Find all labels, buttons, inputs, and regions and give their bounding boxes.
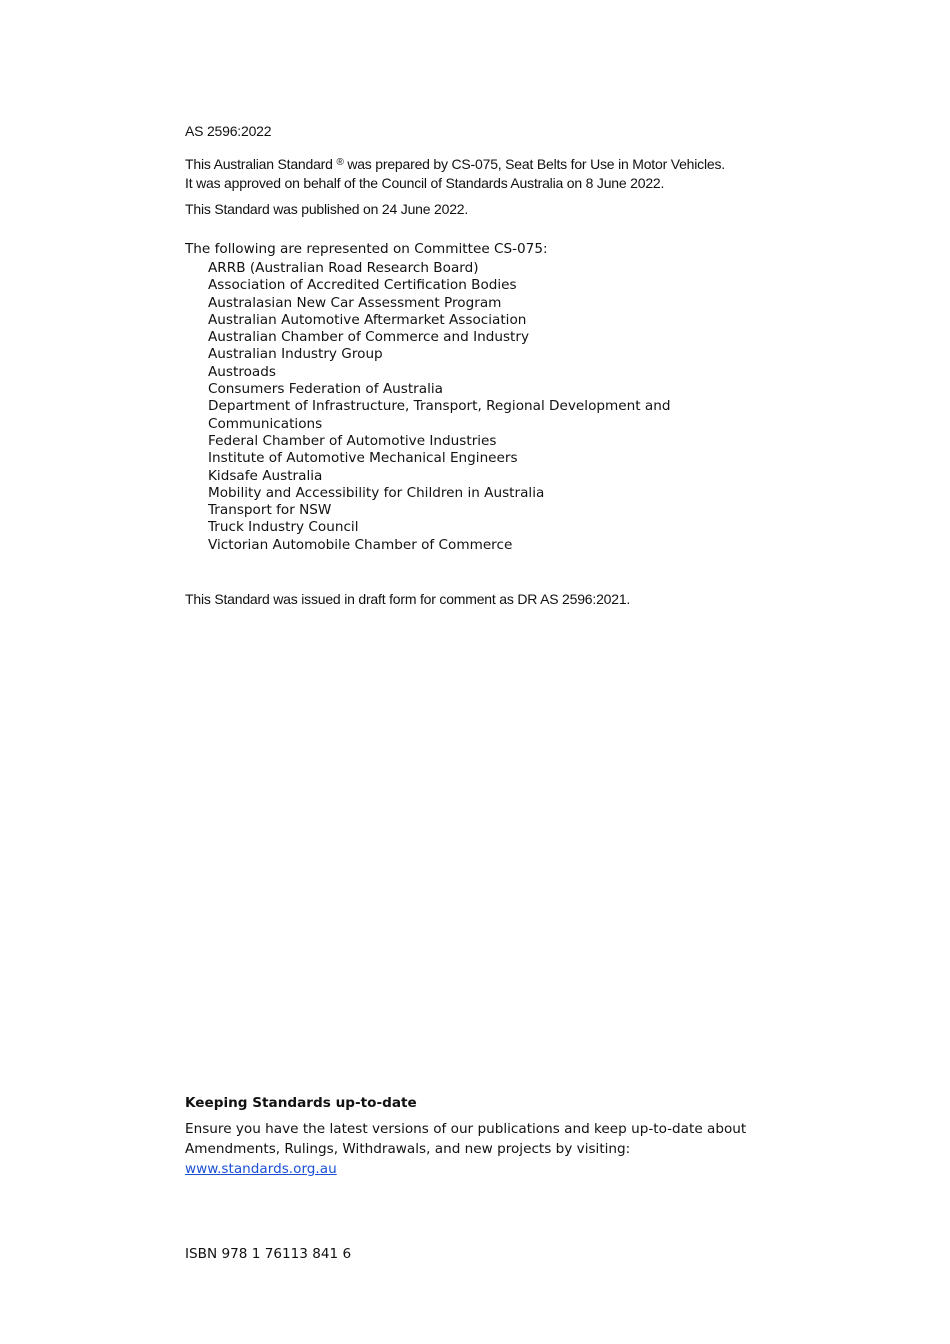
committee-member: Department of Infrastructure, Transport, Regional Development and — [208, 398, 671, 415]
committee-member: Austroads — [208, 363, 276, 380]
keeping-standards-heading: Keeping Standards up-to-date — [185, 1095, 417, 1111]
committee-member: Australasian New Car Assessment Program — [208, 294, 502, 311]
prepared-by-part2: was prepared by CS-075, Seat Belts for Use in Motor Vehicles. — [347, 156, 725, 172]
committee-member: Australian Automotive Aftermarket Association — [208, 311, 527, 328]
committee-member-list — [208, 260, 670, 554]
committee-member: Institute of Automotive Mechanical Engineers — [208, 450, 518, 467]
committee-member: Australian Chamber of Commerce and Industry — [208, 329, 529, 346]
standards-website-link[interactable]: www.standards.org.au — [185, 1161, 337, 1177]
keeping-line1: Ensure you have the latest versions of our publications and keep up-to-date about — [185, 1121, 747, 1137]
committee-member: Association of Accredited Certification Bodies — [208, 277, 517, 294]
committee-heading: The following are represented on Committee CS-075: — [185, 241, 548, 257]
document-id: AS 2596:2022 — [185, 123, 272, 139]
committee-member: Kidsafe Australia — [208, 467, 323, 484]
committee-member: ARRB (Australian Road Research Board) — [208, 260, 479, 276]
keeping-line2: Amendments, Rulings, Withdrawals, and new projects by visiting: — [185, 1141, 631, 1157]
isbn: ISBN 978 1 76113 841 6 — [185, 1246, 352, 1262]
prepared-by-part1: This Australian Standard — [185, 156, 333, 172]
registered-mark: ® — [336, 157, 344, 168]
prepared-by-statement — [185, 156, 725, 172]
approval-statement: It was approved on behalf of the Council of Standards Australia on 8 June 2022. — [185, 175, 665, 191]
publication-statement: This Standard was published on 24 June 2022. — [185, 201, 469, 217]
committee-member: Truck Industry Council — [208, 519, 359, 536]
committee-member: Victorian Automobile Chamber of Commerce — [208, 536, 513, 553]
committee-member: Mobility and Accessibility for Children in Australia — [208, 484, 545, 501]
keeping-standards-body — [185, 1119, 785, 1179]
committee-member: Transport for NSW — [208, 502, 332, 519]
committee-member: Federal Chamber of Automotive Industries — [208, 432, 497, 449]
committee-member: Australian Industry Group — [208, 346, 383, 363]
committee-member: Communications — [208, 415, 323, 432]
committee-member: Consumers Federation of Australia — [208, 381, 443, 398]
draft-note: This Standard was issued in draft form for comment as DR AS 2596:2021. — [185, 591, 631, 607]
